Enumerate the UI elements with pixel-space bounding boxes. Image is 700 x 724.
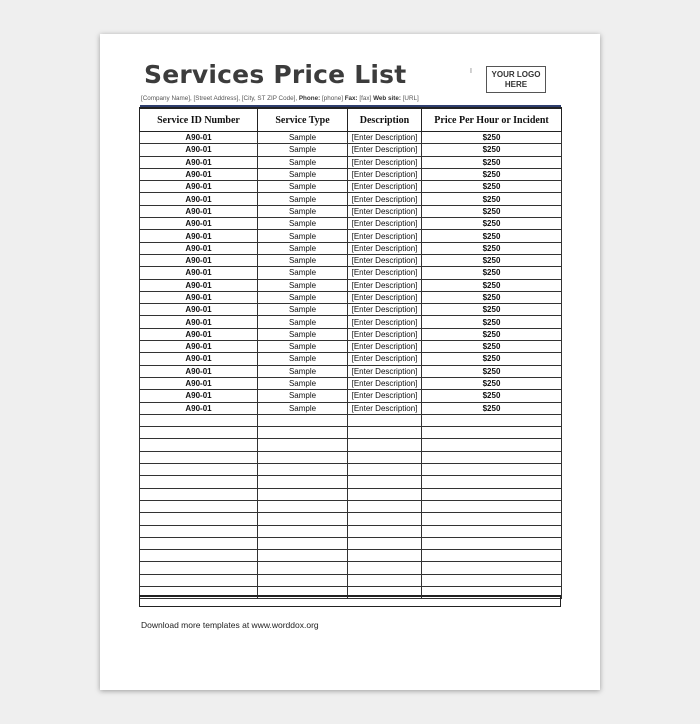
table-cell-empty <box>422 439 562 451</box>
small-mark: I <box>470 68 472 75</box>
table-cell-empty <box>140 488 258 500</box>
table-cell-price: $250 <box>422 132 562 144</box>
table-cell-id: A90-01 <box>140 168 258 180</box>
table-cell-price: $250 <box>422 365 562 377</box>
table-cell-empty <box>140 427 258 439</box>
table-cell-id: A90-01 <box>140 205 258 217</box>
table-cell-price: $250 <box>422 218 562 230</box>
table-cell-id: A90-01 <box>140 390 258 402</box>
table-row-empty <box>140 525 562 537</box>
table-cell-empty <box>422 574 562 586</box>
table-cell-description: [Enter Description] <box>348 304 422 316</box>
table-cell-empty <box>422 414 562 426</box>
table-cell-empty <box>258 451 348 463</box>
table-row <box>140 291 562 303</box>
table-cell-type: Sample <box>258 377 348 389</box>
table-row <box>140 205 562 217</box>
table-cell-id: A90-01 <box>140 156 258 168</box>
table-cell-empty <box>422 500 562 512</box>
table-cell-empty <box>348 513 422 525</box>
table-cell-description: [Enter Description] <box>348 242 422 254</box>
table-cell-id: A90-01 <box>140 377 258 389</box>
table-cell-id: A90-01 <box>140 254 258 266</box>
table-body <box>140 132 562 599</box>
table-row-empty <box>140 574 562 586</box>
table-cell-empty <box>258 574 348 586</box>
table-cell-price: $250 <box>422 390 562 402</box>
web-label: Web site: <box>373 95 401 102</box>
table-cell-empty <box>258 562 348 574</box>
table-cell-id: A90-01 <box>140 181 258 193</box>
table-cell-type: Sample <box>258 316 348 328</box>
table-cell-description: [Enter Description] <box>348 316 422 328</box>
table-cell-type: Sample <box>258 291 348 303</box>
table-row <box>140 316 562 328</box>
table-footer-box <box>139 595 561 607</box>
table-cell-price: $250 <box>422 291 562 303</box>
table-row <box>140 230 562 242</box>
table-cell-id: A90-01 <box>140 353 258 365</box>
table-cell-type: Sample <box>258 193 348 205</box>
table-row <box>140 353 562 365</box>
table-cell-empty <box>348 488 422 500</box>
table-cell-price: $250 <box>422 353 562 365</box>
table-cell-price: $250 <box>422 168 562 180</box>
table-cell-price: $250 <box>422 193 562 205</box>
table-cell-empty <box>348 537 422 549</box>
table-cell-empty <box>348 439 422 451</box>
table-cell-empty <box>422 537 562 549</box>
table-cell-description: [Enter Description] <box>348 168 422 180</box>
table-row <box>140 365 562 377</box>
table-cell-empty <box>348 562 422 574</box>
table-row-empty <box>140 427 562 439</box>
table-cell-price: $250 <box>422 205 562 217</box>
table-cell-description: [Enter Description] <box>348 291 422 303</box>
table-cell-empty <box>422 525 562 537</box>
table-header-row <box>140 108 562 132</box>
column-header-service-type: Service Type <box>258 108 348 132</box>
table-cell-description: [Enter Description] <box>348 254 422 266</box>
table-cell-empty <box>258 513 348 525</box>
table-cell-id: A90-01 <box>140 316 258 328</box>
table-cell-id: A90-01 <box>140 144 258 156</box>
table-cell-id: A90-01 <box>140 328 258 340</box>
column-header-description: Description <box>348 108 422 132</box>
table-row <box>140 341 562 353</box>
table-cell-empty <box>348 574 422 586</box>
table-cell-empty <box>258 439 348 451</box>
table-cell-empty <box>258 414 348 426</box>
table-cell-empty <box>140 439 258 451</box>
table-cell-empty <box>258 537 348 549</box>
table-row <box>140 254 562 266</box>
table-cell-id: A90-01 <box>140 242 258 254</box>
table-row-empty <box>140 488 562 500</box>
table-cell-type: Sample <box>258 279 348 291</box>
table-row <box>140 390 562 402</box>
table-cell-empty <box>140 537 258 549</box>
document-page <box>100 34 600 690</box>
table-cell-type: Sample <box>258 242 348 254</box>
table-cell-empty <box>348 427 422 439</box>
price-table <box>139 107 562 599</box>
table-cell-price: $250 <box>422 341 562 353</box>
table-row <box>140 132 562 144</box>
table-cell-empty <box>258 464 348 476</box>
table-row <box>140 267 562 279</box>
table-cell-id: A90-01 <box>140 291 258 303</box>
table-cell-description: [Enter Description] <box>348 353 422 365</box>
table-cell-empty <box>348 451 422 463</box>
table-cell-id: A90-01 <box>140 279 258 291</box>
table-cell-id: A90-01 <box>140 193 258 205</box>
table-cell-empty <box>140 525 258 537</box>
table-cell-description: [Enter Description] <box>348 267 422 279</box>
table-cell-empty <box>140 414 258 426</box>
table-row-empty <box>140 537 562 549</box>
document-title: Services Price List <box>144 60 407 89</box>
table-cell-description: [Enter Description] <box>348 193 422 205</box>
table-cell-description: [Enter Description] <box>348 218 422 230</box>
table-cell-type: Sample <box>258 390 348 402</box>
table-row-empty <box>140 513 562 525</box>
table-row <box>140 402 562 414</box>
table-cell-empty <box>140 451 258 463</box>
table-cell-type: Sample <box>258 353 348 365</box>
table-cell-type: Sample <box>258 254 348 266</box>
table-cell-empty <box>422 427 562 439</box>
table-cell-empty <box>140 513 258 525</box>
table-row <box>140 218 562 230</box>
table-cell-type: Sample <box>258 267 348 279</box>
table-cell-empty <box>258 427 348 439</box>
table-cell-empty <box>422 550 562 562</box>
table-cell-description: [Enter Description] <box>348 279 422 291</box>
table-cell-id: A90-01 <box>140 267 258 279</box>
table-cell-empty <box>140 464 258 476</box>
table-cell-price: $250 <box>422 230 562 242</box>
address-line <box>141 95 419 102</box>
table-cell-id: A90-01 <box>140 304 258 316</box>
table-row <box>140 193 562 205</box>
table-cell-empty <box>422 562 562 574</box>
logo-placeholder: YOUR LOGO HERE <box>486 66 546 93</box>
table-cell-description: [Enter Description] <box>348 341 422 353</box>
table-cell-description: [Enter Description] <box>348 156 422 168</box>
table-row-empty <box>140 476 562 488</box>
footer-text: Download more templates at www.worddox.org <box>141 620 319 630</box>
fax-value: [fax] <box>359 95 372 102</box>
table-cell-id: A90-01 <box>140 132 258 144</box>
table-cell-id: A90-01 <box>140 341 258 353</box>
table-cell-id: A90-01 <box>140 365 258 377</box>
table-cell-id: A90-01 <box>140 230 258 242</box>
table-cell-type: Sample <box>258 168 348 180</box>
phone-value: [phone] <box>321 95 343 102</box>
table-cell-description: [Enter Description] <box>348 365 422 377</box>
address-fields: [Company Name], [Street Address], [City, ST ZIP Code], <box>141 95 298 102</box>
table-row-empty <box>140 464 562 476</box>
table-cell-empty <box>348 525 422 537</box>
table-cell-price: $250 <box>422 144 562 156</box>
column-header-service-id: Service ID Number <box>140 108 258 132</box>
table-cell-type: Sample <box>258 402 348 414</box>
table-row <box>140 304 562 316</box>
table-row <box>140 328 562 340</box>
table-cell-description: [Enter Description] <box>348 205 422 217</box>
table-cell-description: [Enter Description] <box>348 144 422 156</box>
table-cell-price: $250 <box>422 279 562 291</box>
table-cell-empty <box>140 550 258 562</box>
table-cell-empty <box>422 513 562 525</box>
table-row <box>140 377 562 389</box>
table-cell-type: Sample <box>258 365 348 377</box>
table-cell-empty <box>140 574 258 586</box>
table-cell-type: Sample <box>258 205 348 217</box>
table-cell-empty <box>140 500 258 512</box>
table-row <box>140 279 562 291</box>
table-cell-description: [Enter Description] <box>348 402 422 414</box>
table-cell-type: Sample <box>258 304 348 316</box>
table-cell-empty <box>258 476 348 488</box>
table-cell-id: A90-01 <box>140 218 258 230</box>
table-cell-price: $250 <box>422 267 562 279</box>
table-cell-description: [Enter Description] <box>348 181 422 193</box>
table-cell-price: $250 <box>422 328 562 340</box>
table-cell-type: Sample <box>258 156 348 168</box>
table-cell-empty <box>258 500 348 512</box>
table-cell-id: A90-01 <box>140 402 258 414</box>
table-row-empty <box>140 451 562 463</box>
table-cell-empty <box>258 525 348 537</box>
table-cell-price: $250 <box>422 181 562 193</box>
table-cell-price: $250 <box>422 156 562 168</box>
table-cell-type: Sample <box>258 328 348 340</box>
table-cell-type: Sample <box>258 144 348 156</box>
table-cell-empty <box>140 562 258 574</box>
table-row <box>140 156 562 168</box>
table-cell-type: Sample <box>258 341 348 353</box>
table-cell-empty <box>258 488 348 500</box>
fax-label: Fax: <box>344 95 358 102</box>
table-cell-empty <box>348 550 422 562</box>
table-cell-type: Sample <box>258 132 348 144</box>
table-row <box>140 144 562 156</box>
table-cell-empty <box>422 488 562 500</box>
table-cell-price: $250 <box>422 304 562 316</box>
table-cell-empty <box>348 464 422 476</box>
table-cell-empty <box>422 476 562 488</box>
table-cell-empty <box>422 464 562 476</box>
web-value: [URL] <box>402 95 419 102</box>
table-cell-description: [Enter Description] <box>348 230 422 242</box>
table-cell-type: Sample <box>258 218 348 230</box>
table-cell-price: $250 <box>422 254 562 266</box>
table-cell-description: [Enter Description] <box>348 132 422 144</box>
table-cell-empty <box>348 414 422 426</box>
table-cell-type: Sample <box>258 230 348 242</box>
table-row-empty <box>140 414 562 426</box>
table-cell-description: [Enter Description] <box>348 328 422 340</box>
table-row <box>140 168 562 180</box>
phone-label: Phone: <box>298 95 321 102</box>
table-cell-empty <box>348 476 422 488</box>
table-cell-price: $250 <box>422 377 562 389</box>
table-cell-price: $250 <box>422 242 562 254</box>
table-cell-description: [Enter Description] <box>348 377 422 389</box>
table-cell-empty <box>422 451 562 463</box>
table-cell-price: $250 <box>422 316 562 328</box>
table-row-empty <box>140 562 562 574</box>
table-cell-empty <box>348 500 422 512</box>
table-cell-empty <box>140 476 258 488</box>
table-cell-empty <box>258 550 348 562</box>
table-cell-type: Sample <box>258 181 348 193</box>
table-row <box>140 181 562 193</box>
table-row <box>140 242 562 254</box>
table-row-empty <box>140 500 562 512</box>
table-cell-price: $250 <box>422 402 562 414</box>
table-row-empty <box>140 439 562 451</box>
table-cell-description: [Enter Description] <box>348 390 422 402</box>
table-row-empty <box>140 550 562 562</box>
column-header-price: Price Per Hour or Incident <box>422 108 562 132</box>
